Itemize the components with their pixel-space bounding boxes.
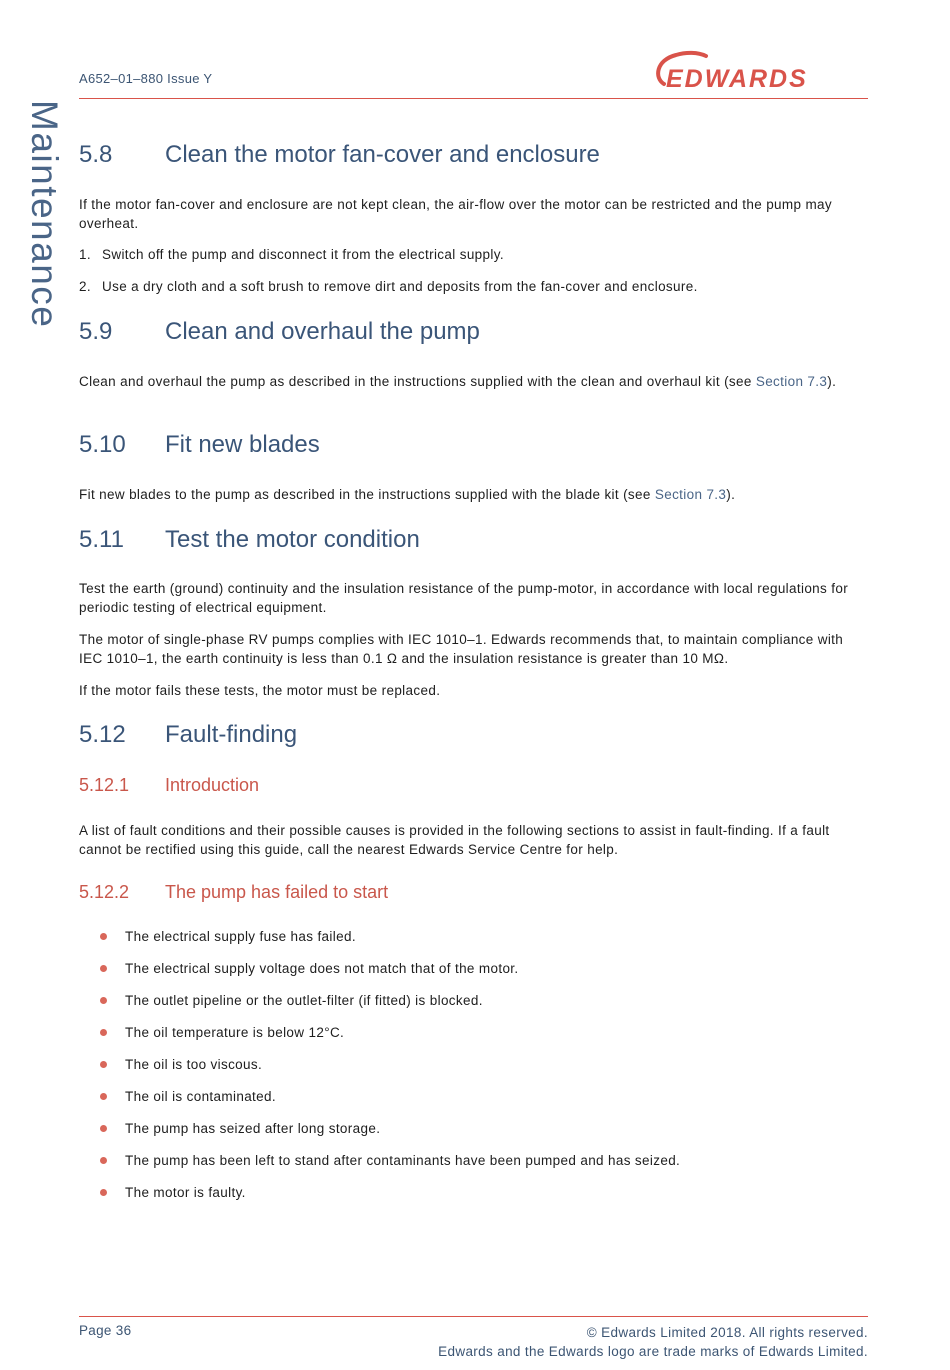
step-2 bbox=[79, 278, 868, 296]
section-link[interactable]: Section 7.3 bbox=[654, 487, 727, 502]
subheading-number: 5.12.2 bbox=[79, 882, 130, 902]
paragraph-5-8: If the motor fan-cover and enclosure are not kept clean, the air-flow over the motor can be restricted and the pump may overheat. bbox=[79, 197, 833, 231]
paragraph-5-9 bbox=[79, 373, 868, 392]
heading-number: 5.11 bbox=[79, 526, 124, 553]
subheading-5-12-2 bbox=[79, 882, 388, 903]
chapter-side-label: Maintenance bbox=[24, 100, 65, 329]
heading-title: Fit new blades bbox=[165, 431, 320, 458]
fault-cause-list bbox=[100, 928, 680, 1216]
paragraph-5-10 bbox=[79, 486, 868, 505]
list-item-text: The oil is too viscous. bbox=[125, 1057, 263, 1072]
list-item-text: The electrical supply voltage does not match that of the motor. bbox=[125, 961, 519, 976]
list-item-text: The pump has seized after long storage. bbox=[125, 1121, 381, 1136]
subheading-number: 5.12.1 bbox=[79, 775, 130, 795]
list-item-text: The motor is faulty. bbox=[125, 1185, 246, 1200]
heading-number: 5.8 bbox=[79, 141, 113, 168]
bullet-icon bbox=[100, 1093, 107, 1100]
paragraph-text: ). bbox=[827, 374, 837, 389]
paragraph-5-11-c: If the motor fails these tests, the motor must be replaced. bbox=[79, 683, 441, 698]
page-number: Page 36 bbox=[79, 1323, 132, 1338]
paragraph-5-11-b: The motor of single-phase RV pumps complies with IEC 1010–1. Edwards recommends that, to maintain compliance with IEC 1010–1, the earth continuity is less than 0.1 Ω and the insulation resistance is greater than 10 MΩ. bbox=[79, 632, 844, 666]
heading-title: Clean and overhaul the pump bbox=[165, 318, 480, 345]
bullet-icon bbox=[100, 1125, 107, 1132]
list-item bbox=[100, 928, 680, 960]
list-item-text: The electrical supply fuse has failed. bbox=[125, 929, 356, 944]
heading-5-11 bbox=[79, 526, 420, 554]
edwards-logo bbox=[650, 50, 868, 92]
list-item bbox=[100, 1024, 680, 1056]
list-item-text: The outlet pipeline or the outlet-filter (if fitted) is blocked. bbox=[125, 993, 483, 1008]
heading-5-12 bbox=[79, 721, 297, 749]
bullet-icon bbox=[100, 965, 107, 972]
list-item bbox=[100, 1088, 680, 1120]
heading-title: Fault-finding bbox=[165, 721, 298, 748]
bullet-icon bbox=[100, 997, 107, 1004]
footer-legal bbox=[438, 1323, 868, 1361]
heading-5-8 bbox=[79, 141, 600, 169]
subheading-title: The pump has failed to start bbox=[165, 882, 389, 902]
list-item-text: The oil temperature is below 12°C. bbox=[125, 1025, 345, 1040]
list-item bbox=[100, 992, 680, 1024]
step-text: Use a dry cloth and a soft brush to remove dirt and deposits from the fan-cover and enclosure. bbox=[102, 279, 698, 294]
footer-rule bbox=[79, 1316, 868, 1317]
step-text: Switch off the pump and disconnect it from the electrical supply. bbox=[102, 247, 504, 262]
copyright-text: © Edwards Limited 2018. All rights reserved. bbox=[586, 1325, 868, 1340]
list-item bbox=[100, 1056, 680, 1088]
step-number: 2. bbox=[79, 279, 91, 294]
step-1 bbox=[79, 246, 868, 264]
heading-number: 5.10 bbox=[79, 431, 126, 458]
subheading-5-12-1 bbox=[79, 775, 259, 796]
paragraph-text: Fit new blades to the pump as described in the instructions supplied with the blade kit (see bbox=[79, 487, 655, 502]
paragraph-text: Clean and overhaul the pump as described in the instructions supplied with the clean and overhaul kit (see bbox=[79, 374, 756, 389]
bullet-icon bbox=[100, 1061, 107, 1068]
paragraph-5-11-a: Test the earth (ground) continuity and the insulation resistance of the pump-motor, in accordance with local regulations for periodic testing of electrical equipment. bbox=[79, 581, 849, 615]
list-item bbox=[100, 1184, 680, 1216]
bullet-icon bbox=[100, 1029, 107, 1036]
heading-number: 5.12 bbox=[79, 721, 126, 748]
step-number: 1. bbox=[79, 247, 91, 262]
document-id: A652–01–880 Issue Y bbox=[79, 71, 213, 86]
bullet-icon bbox=[100, 933, 107, 940]
svg-text:EDWARDS: EDWARDS bbox=[666, 65, 808, 92]
list-item bbox=[100, 1120, 680, 1152]
heading-number: 5.9 bbox=[79, 318, 113, 345]
header-rule bbox=[79, 98, 868, 99]
bullet-icon bbox=[100, 1157, 107, 1164]
list-item-text: The pump has been left to stand after contaminants have been pumped and has seized. bbox=[125, 1153, 681, 1168]
heading-5-10 bbox=[79, 431, 320, 459]
bullet-icon bbox=[100, 1189, 107, 1196]
list-item-text: The oil is contaminated. bbox=[125, 1089, 276, 1104]
paragraph-text: ). bbox=[726, 487, 736, 502]
trademark-text: Edwards and the Edwards logo are trade marks of Edwards Limited. bbox=[438, 1344, 868, 1359]
subheading-title: Introduction bbox=[165, 775, 260, 795]
list-item bbox=[100, 960, 680, 992]
paragraph-5-12-1: A list of fault conditions and their possible causes is provided in the following sections to assist in fault-finding. If a fault cannot be rectified using this guide, call the nearest Edwards Service Centre for help. bbox=[79, 823, 830, 857]
section-link[interactable]: Section 7.3 bbox=[755, 374, 828, 389]
heading-title: Clean the motor fan-cover and enclosure bbox=[165, 141, 600, 168]
heading-title: Test the motor condition bbox=[165, 526, 420, 553]
heading-5-9 bbox=[79, 318, 480, 346]
list-item bbox=[100, 1152, 680, 1184]
